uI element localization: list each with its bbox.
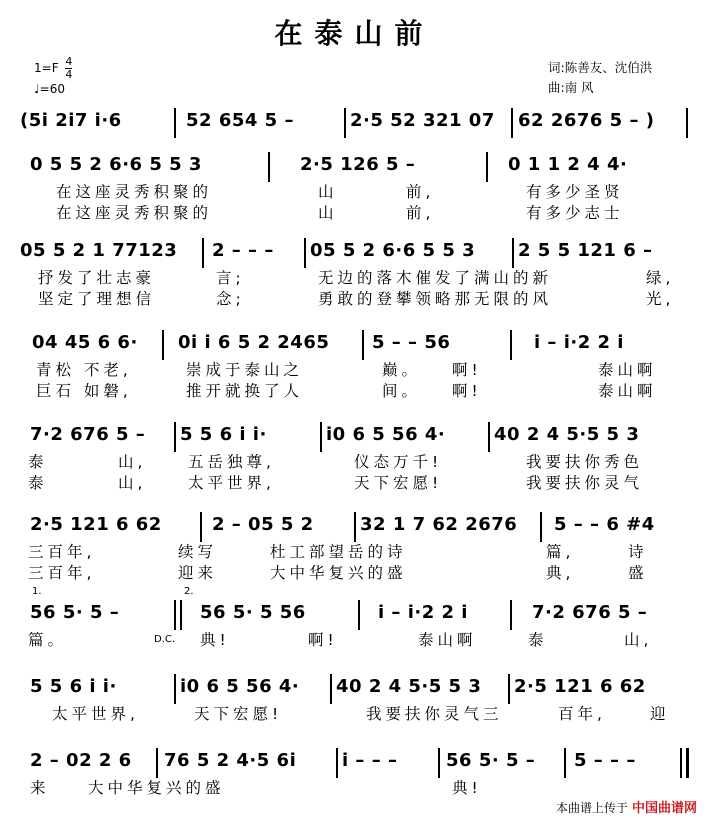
- measure: 40 2 4 5·5 5 3: [494, 424, 640, 445]
- barline: [508, 674, 510, 704]
- measure: 52 654 5 –: [186, 110, 294, 131]
- lyric-line-1: 抒发了壮志豪 言; 无边的落木催发了满山的新 绿,: [38, 269, 675, 287]
- lyric-line-1: 三百年, 续写 杜工部望岳的诗 篇, 诗: [28, 543, 648, 561]
- measure: 7·2 676 5 –: [30, 424, 146, 445]
- notation-line: [18, 328, 690, 358]
- barline: [680, 748, 682, 778]
- barline: [510, 600, 512, 630]
- measure: 04 45 6 6·: [32, 332, 138, 353]
- barline: [354, 512, 356, 542]
- measure: 5 5 6 i i·: [30, 676, 117, 697]
- barline: [540, 512, 542, 542]
- barline: [512, 238, 514, 268]
- composer-credit: 曲:南 风: [548, 80, 594, 95]
- measure: i – – –: [342, 750, 398, 771]
- barline: [510, 330, 512, 360]
- barline: [330, 674, 332, 704]
- barline: [200, 512, 202, 542]
- measure: 56 5· 5 –: [446, 750, 536, 771]
- notation-line: [18, 106, 690, 136]
- lyric-line-1: 篇。 典! 啊! 泰山啊 泰 山,: [28, 631, 653, 649]
- staff-system-5: [18, 420, 690, 492]
- measure: 2·5 121 6 62: [30, 514, 162, 535]
- barline: [344, 108, 346, 138]
- measure: 5 – – –: [574, 750, 636, 771]
- measure: 0 5 5 2 6·6 5 5 3: [30, 154, 202, 175]
- key-tempo-block: [34, 56, 72, 97]
- quarter-note-icon: ♩: [34, 82, 40, 96]
- barline: [486, 152, 488, 182]
- barline: [564, 748, 566, 778]
- measure: i – i·2 2 i: [534, 332, 624, 353]
- lyric-line-1: 来 大中华复兴的盛 典!: [30, 779, 482, 797]
- barline: [511, 108, 513, 138]
- second-ending: 2.: [184, 586, 194, 597]
- measure: i0 6 5 56 4·: [326, 424, 446, 445]
- staff-system-6: [18, 510, 690, 582]
- barline: [180, 600, 182, 630]
- measure: 2·5 52 321 07: [350, 110, 495, 131]
- lyricist-credit: 词:陈善友、沈伯洪: [548, 60, 653, 75]
- barline: [174, 674, 176, 704]
- key-signature: 1=F $\frac{4}{4}$: [34, 55, 73, 81]
- lyric-line-1: 泰 山, 五岳独尊, 仪态万千! 我要扶你秀色: [28, 453, 644, 471]
- measure: 2·5 121 6 62: [514, 676, 646, 697]
- da-capo-marking: D.C.: [154, 634, 176, 645]
- lyric-line-2: 在这座灵秀积聚的 山 前, 有多少志士: [56, 204, 624, 222]
- measure: 2 – 05 5 2: [212, 514, 314, 535]
- measure: 05 5 2 6·6 5 5 3: [310, 240, 476, 261]
- barline: [488, 422, 490, 452]
- notation-line: [18, 236, 690, 266]
- barline: [686, 108, 688, 138]
- first-ending: 1.: [32, 586, 42, 597]
- barline: [438, 748, 440, 778]
- barline: [202, 238, 204, 268]
- notation-line: [18, 150, 690, 180]
- barline: [174, 600, 176, 630]
- measure: 56 5· 5 –: [30, 602, 120, 623]
- measure: 0 1 1 2 4 4·: [508, 154, 628, 175]
- credits: [548, 58, 652, 98]
- notation-line: [18, 746, 690, 776]
- barline: [268, 152, 270, 182]
- barline: [336, 748, 338, 778]
- barline: [174, 422, 176, 452]
- notation-line: [18, 672, 690, 702]
- staff-system-8: [18, 672, 690, 723]
- measure: 5 – – 6 #4: [554, 514, 655, 535]
- measure: 2·5 126 5 –: [300, 154, 416, 175]
- measure: 5 – – 56: [372, 332, 451, 353]
- measure: i0 6 5 56 4·: [180, 676, 300, 697]
- notation-line: [18, 420, 690, 450]
- staff-system-9: [18, 746, 690, 797]
- lyric-line-2: 巨石 如磐, 推开就换了人 间。 啊! 泰山啊: [36, 382, 657, 400]
- measure: i – i·2 2 i: [378, 602, 468, 623]
- song-title: 在泰山前: [274, 17, 435, 50]
- measure: 2 – 02 2 6: [30, 750, 132, 771]
- tempo-marking: ♩=60: [34, 82, 65, 96]
- staff-system-2: [18, 150, 690, 222]
- barline: [362, 330, 364, 360]
- lyric-line-1: 青松 不老, 崇成于泰山之 巅。 啊! 泰山啊: [36, 361, 657, 379]
- staff-system-7: [18, 586, 690, 649]
- staff-system-1: [18, 106, 690, 136]
- barline: [320, 422, 322, 452]
- lyric-line-1: 太平世界, 天下宏愿! 我要扶你灵气三 百年, 迎: [52, 705, 670, 723]
- final-barline: [686, 748, 689, 778]
- measure: (5i 2i7 i·6: [20, 110, 122, 131]
- measure: 76 5 2 4·5 6i: [164, 750, 297, 771]
- measure: 05 5 2 1 77123: [20, 240, 178, 261]
- footer-watermark: 本曲谱上传于 中国曲谱网: [555, 801, 697, 816]
- barline: [304, 238, 306, 268]
- measure: 7·2 676 5 –: [532, 602, 648, 623]
- lyric-line-2: 坚定了理想信 念; 勇敢的登攀领略那无限的风 光,: [38, 290, 675, 308]
- notation-line: [18, 598, 690, 628]
- lyric-line-2: 三百年, 迎来 大中华复兴的盛 典, 盛: [28, 564, 648, 582]
- measure: 40 2 4 5·5 5 3: [336, 676, 482, 697]
- time-signature: $\frac{4}{4}$: [65, 55, 73, 81]
- measure: 5 5 6 i i·: [180, 424, 267, 445]
- lyric-line-1: 在这座灵秀积聚的 山 前, 有多少圣贤: [56, 183, 624, 201]
- site-logo: 中国曲谱网: [631, 801, 697, 816]
- measure: 2 – – –: [212, 240, 274, 261]
- measure: 56 5· 5 56: [200, 602, 306, 623]
- barline: [156, 748, 158, 778]
- notation-line: [18, 510, 690, 540]
- barline: [358, 600, 360, 630]
- barline: [162, 330, 164, 360]
- staff-system-3: [18, 236, 690, 308]
- measure: 32 1 7 62 2676: [360, 514, 518, 535]
- measure: 2 5 5 121 6 –: [518, 240, 653, 261]
- measure: 0i i 6 5 2 2465: [178, 332, 330, 353]
- staff-system-4: [18, 328, 690, 400]
- lyric-line-2: 泰 山, 太平世界, 天下宏愿! 我要扶你灵气: [28, 474, 644, 492]
- measure: 62 2676 5 – ): [518, 110, 655, 131]
- barline: [174, 108, 176, 138]
